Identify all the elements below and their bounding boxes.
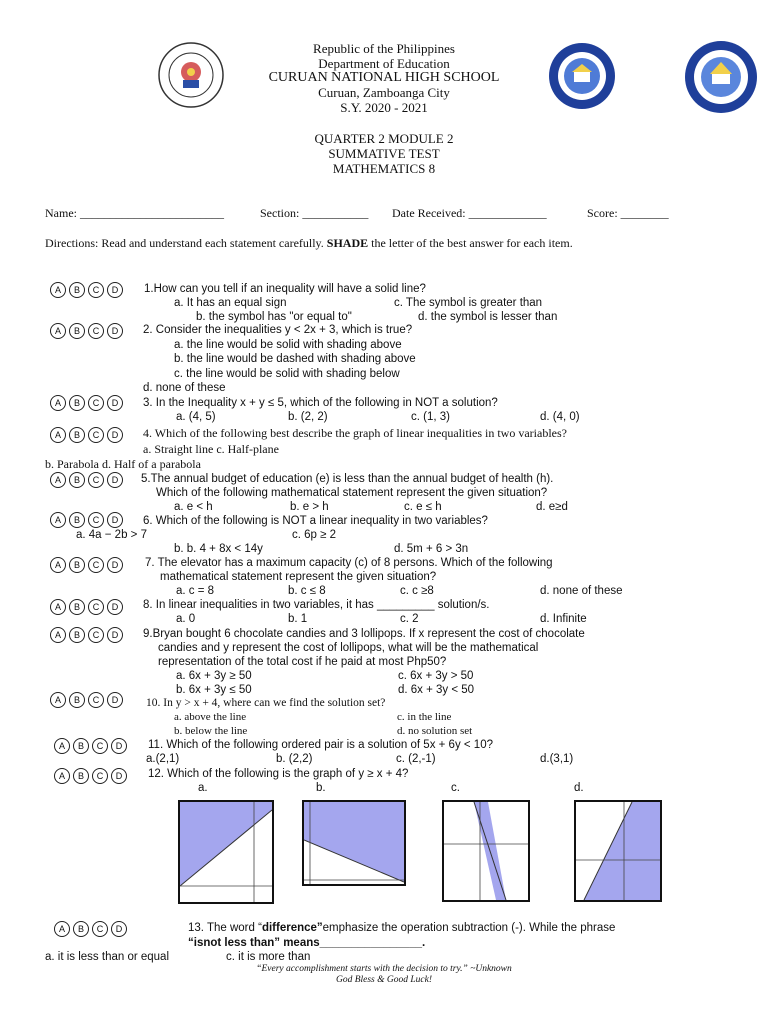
question-9-line3: representation of the total cost if he paid at most Php50? bbox=[158, 656, 447, 668]
q5-choice-b: b. e > h bbox=[290, 501, 329, 513]
q2-choice-d: d. none of these bbox=[143, 382, 226, 394]
q10-choice-a: a. above the line bbox=[174, 711, 247, 723]
bubble-c[interactable]: C bbox=[92, 738, 108, 754]
q8-choice-b: b. 1 bbox=[288, 613, 308, 625]
q11-choice-a: a.(2,1) bbox=[146, 753, 180, 765]
bubble-d[interactable]: D bbox=[107, 395, 123, 411]
bubble-a[interactable]: A bbox=[50, 427, 66, 443]
q5-choice-a: a. e < h bbox=[174, 501, 213, 513]
bubble-d[interactable]: D bbox=[111, 738, 127, 754]
q12-label-b: b. bbox=[316, 782, 326, 794]
graph-option-d[interactable] bbox=[574, 800, 662, 902]
question-9-line2: candies and y represent the cost of lollipops, what will be the mathematical bbox=[158, 642, 539, 654]
q2-choice-a: a. the line would be solid with shading above bbox=[174, 339, 402, 351]
bubble-c[interactable]: C bbox=[88, 427, 104, 443]
question-7-line2: mathematical statement represent the given situation? bbox=[160, 571, 437, 583]
q9-choice-d: d. 6x + 3y < 50 bbox=[398, 684, 475, 696]
bubble-d[interactable]: D bbox=[107, 627, 123, 643]
q8-choice-a: a. 0 bbox=[176, 613, 196, 625]
bubble-a[interactable]: A bbox=[50, 557, 66, 573]
q1-choice-b: b. the symbol has "or equal to" bbox=[196, 311, 352, 323]
bubble-c[interactable]: C bbox=[92, 921, 108, 937]
answer-bubbles-q7[interactable] bbox=[50, 557, 123, 573]
bubble-b[interactable]: B bbox=[69, 395, 85, 411]
bubble-c[interactable]: C bbox=[88, 472, 104, 488]
bubble-a[interactable]: A bbox=[50, 692, 66, 708]
bubble-c[interactable]: C bbox=[88, 599, 104, 615]
question-5-line2: Which of the following mathematical statement represent the given situation? bbox=[156, 487, 548, 499]
q6-choice-b: b. b. 4 + 8x < 14y bbox=[174, 543, 263, 555]
q6-choice-d: d. 5m + 6 > 3n bbox=[394, 543, 469, 555]
question-13: 13. The word “difference”emphasize the operation subtraction (-). While the phrase bbox=[188, 922, 616, 934]
q6-choice-c: c. 6p ≥ 2 bbox=[292, 529, 337, 541]
bubble-a[interactable]: A bbox=[50, 323, 66, 339]
q8-choice-c: c. 2 bbox=[400, 613, 419, 625]
bubble-a[interactable]: A bbox=[54, 768, 70, 784]
graph-option-a[interactable] bbox=[178, 800, 274, 904]
q7-choice-b: b. c ≤ 8 bbox=[288, 585, 326, 597]
bubble-c[interactable]: C bbox=[88, 282, 104, 298]
bubble-c[interactable]: C bbox=[88, 323, 104, 339]
q12-label-d: d. bbox=[574, 782, 584, 794]
q11-choice-c: c. (2,-1) bbox=[396, 753, 436, 765]
question-13-line2: “isnot less than” means________________. bbox=[188, 937, 426, 949]
q3-choice-c: c. (1, 3) bbox=[411, 411, 450, 423]
answer-bubbles-q3[interactable] bbox=[50, 395, 123, 411]
question-3: 3. In the Inequality x + y ≤ 5, which of the following in NOT a solution? bbox=[143, 397, 498, 409]
q10-choice-b: b. below the line bbox=[174, 725, 248, 737]
q1-choice-c: c. The symbol is greater than bbox=[394, 297, 543, 309]
question-11: 11. Which of the following ordered pair is a solution of 5x + 6y < 10? bbox=[148, 739, 493, 751]
bubble-c[interactable]: C bbox=[88, 627, 104, 643]
graph-option-b[interactable] bbox=[302, 800, 406, 886]
q7-choice-d: d. none of these bbox=[540, 585, 623, 597]
bubble-d[interactable]: D bbox=[107, 427, 123, 443]
bubble-c[interactable]: C bbox=[88, 557, 104, 573]
bubble-b[interactable]: B bbox=[73, 768, 89, 784]
footer-quote: “Every accomplishment starts with the decision to try.” ~Unknown bbox=[256, 964, 512, 974]
q10-choice-c: c. in the line bbox=[397, 711, 452, 723]
bubble-c[interactable]: C bbox=[88, 512, 104, 528]
title-subject: MATHEMATICS 8 bbox=[332, 161, 436, 176]
bubble-d[interactable]: D bbox=[107, 323, 123, 339]
bubble-c[interactable]: C bbox=[92, 768, 108, 784]
bubble-a[interactable]: A bbox=[54, 738, 70, 754]
answer-bubbles-q2[interactable] bbox=[50, 323, 123, 339]
bubble-b[interactable]: B bbox=[69, 472, 85, 488]
q3-choice-b: b. (2, 2) bbox=[288, 411, 328, 423]
question-7: 7. The elevator has a maximum capacity (c) of 8 persons. Which of the following bbox=[145, 557, 553, 569]
q12-label-c: c. bbox=[451, 782, 460, 794]
bubble-c[interactable]: C bbox=[88, 395, 104, 411]
bubble-d[interactable]: D bbox=[107, 692, 123, 708]
bubble-b[interactable]: B bbox=[69, 282, 85, 298]
question-1: 1.How can you tell if an inequality will have a solid line? bbox=[144, 283, 426, 295]
q11-choice-b: b. (2,2) bbox=[276, 753, 313, 765]
q9-choice-b: b. 6x + 3y ≤ 50 bbox=[176, 684, 252, 696]
question-6: 6. Which of the following is NOT a linear inequality in two variables? bbox=[143, 515, 488, 527]
answer-bubbles-q10[interactable] bbox=[50, 692, 123, 708]
bubble-b[interactable]: B bbox=[69, 427, 85, 443]
bubble-b[interactable]: B bbox=[69, 512, 85, 528]
score-field[interactable]: Score: ________ bbox=[587, 206, 669, 220]
q11-choice-d: d.(3,1) bbox=[540, 753, 574, 765]
q1-choice-a: a. It has an equal sign bbox=[174, 297, 287, 309]
header-address: Curuan, Zamboanga City bbox=[318, 85, 450, 100]
q2-choice-b: b. the line would be dashed with shading above bbox=[174, 353, 416, 365]
bubble-a[interactable]: A bbox=[50, 472, 66, 488]
q10-choice-d: d. no solution set bbox=[397, 725, 473, 737]
question-2: 2. Consider the inequalities y < 2x + 3, which is true? bbox=[143, 324, 413, 336]
bubble-b[interactable]: B bbox=[69, 323, 85, 339]
bubble-b[interactable]: B bbox=[73, 738, 89, 754]
question-12: 12. Which of the following is the graph of y ≥ x + 4? bbox=[148, 768, 409, 780]
question-5: 5.The annual budget of education (e) is less than the annual budget of health (h). bbox=[141, 473, 554, 485]
q7-choice-a: a. c = 8 bbox=[176, 585, 215, 597]
bubble-a[interactable]: A bbox=[50, 282, 66, 298]
directions: Directions: Read and understand each statement carefully. SHADE the letter of the best answer for each item. bbox=[45, 236, 573, 250]
answer-bubbles-q4[interactable] bbox=[50, 427, 123, 443]
q6-choice-a: a. 4a − 2b > 7 bbox=[76, 529, 147, 541]
answer-bubbles-q5[interactable] bbox=[50, 472, 123, 488]
q4-choices-ac: a. Straight line c. Half-plane bbox=[143, 442, 279, 456]
title-test: SUMMATIVE TEST bbox=[328, 146, 440, 161]
bubble-d[interactable]: D bbox=[107, 472, 123, 488]
answer-bubbles-q1[interactable] bbox=[50, 282, 123, 298]
bubble-a[interactable]: A bbox=[50, 395, 66, 411]
bubble-d[interactable]: D bbox=[107, 599, 123, 615]
header-republic: Republic of the Philippines bbox=[313, 41, 455, 56]
answer-bubbles-q12[interactable] bbox=[54, 768, 127, 784]
bubble-b[interactable]: B bbox=[69, 627, 85, 643]
q7-choice-c: c. c ≥8 bbox=[400, 585, 434, 597]
bubble-a[interactable]: A bbox=[50, 512, 66, 528]
q13-choice-c: c. it is more than bbox=[226, 951, 311, 963]
bubble-d[interactable]: D bbox=[107, 557, 123, 573]
bubble-d[interactable]: D bbox=[107, 282, 123, 298]
header-school: CURUAN NATIONAL HIGH SCHOOL bbox=[268, 70, 500, 85]
q12-label-a: a. bbox=[198, 782, 208, 794]
q3-choice-a: a. (4, 5) bbox=[176, 411, 216, 423]
section-field[interactable]: Section: ___________ bbox=[260, 206, 369, 220]
q5-choice-d: d. e≥d bbox=[536, 501, 568, 513]
bubble-b[interactable]: B bbox=[73, 921, 89, 937]
q13-choice-a: a. it is less than or equal bbox=[45, 951, 170, 963]
bubble-d[interactable]: D bbox=[107, 512, 123, 528]
question-10: 10. In y > x + 4, where can we find the solution set? bbox=[146, 697, 386, 709]
answer-bubbles-q13[interactable] bbox=[54, 921, 127, 937]
bubble-a[interactable]: A bbox=[50, 627, 66, 643]
graph-option-c[interactable] bbox=[442, 800, 530, 902]
bubble-d[interactable]: D bbox=[111, 768, 127, 784]
bubble-b[interactable]: B bbox=[69, 599, 85, 615]
q4-choices-bd: b. Parabola d. Half of a parabola bbox=[45, 457, 201, 471]
q5-choice-c: c. e ≤ h bbox=[404, 501, 442, 513]
name-field[interactable]: Name: ________________________ bbox=[45, 206, 224, 220]
answer-bubbles-q8[interactable] bbox=[50, 599, 123, 615]
bubble-d[interactable]: D bbox=[111, 921, 127, 937]
question-9: 9.Bryan bought 6 chocolate candies and 3 lollipops. If x represent the cost of chocolate bbox=[143, 628, 585, 640]
q9-choice-c: c. 6x + 3y > 50 bbox=[398, 670, 474, 682]
bubble-a[interactable]: A bbox=[54, 921, 70, 937]
question-8: 8. In linear inequalities in two variables, it has _________ solution/s. bbox=[143, 599, 490, 611]
header-deped: Department of Education bbox=[318, 56, 450, 71]
header-school-year: S.Y. 2020 - 2021 bbox=[340, 100, 428, 115]
q9-choice-a: a. 6x + 3y ≥ 50 bbox=[176, 670, 252, 682]
q8-choice-d: d. Infinite bbox=[540, 613, 587, 625]
bubble-b[interactable]: B bbox=[69, 557, 85, 573]
bubble-a[interactable]: A bbox=[50, 599, 66, 615]
answer-bubbles-q6[interactable] bbox=[50, 512, 123, 528]
q2-choice-c: c. the line would be solid with shading below bbox=[174, 368, 400, 380]
bubble-c[interactable]: C bbox=[88, 692, 104, 708]
title-quarter: QUARTER 2 MODULE 2 bbox=[314, 131, 454, 146]
answer-bubbles-q9[interactable] bbox=[50, 627, 123, 643]
q3-choice-d: d. (4, 0) bbox=[540, 411, 580, 423]
date-received-field[interactable]: Date Received: _____________ bbox=[392, 206, 547, 220]
q1-choice-d: d. the symbol is lesser than bbox=[418, 311, 558, 323]
footer-bless: God Bless & Good Luck! bbox=[335, 975, 433, 985]
answer-bubbles-q11[interactable] bbox=[54, 738, 127, 754]
question-4: 4. Which of the following best describe the graph of linear inequalities in two variables? bbox=[143, 426, 567, 440]
bubble-b[interactable]: B bbox=[69, 692, 85, 708]
